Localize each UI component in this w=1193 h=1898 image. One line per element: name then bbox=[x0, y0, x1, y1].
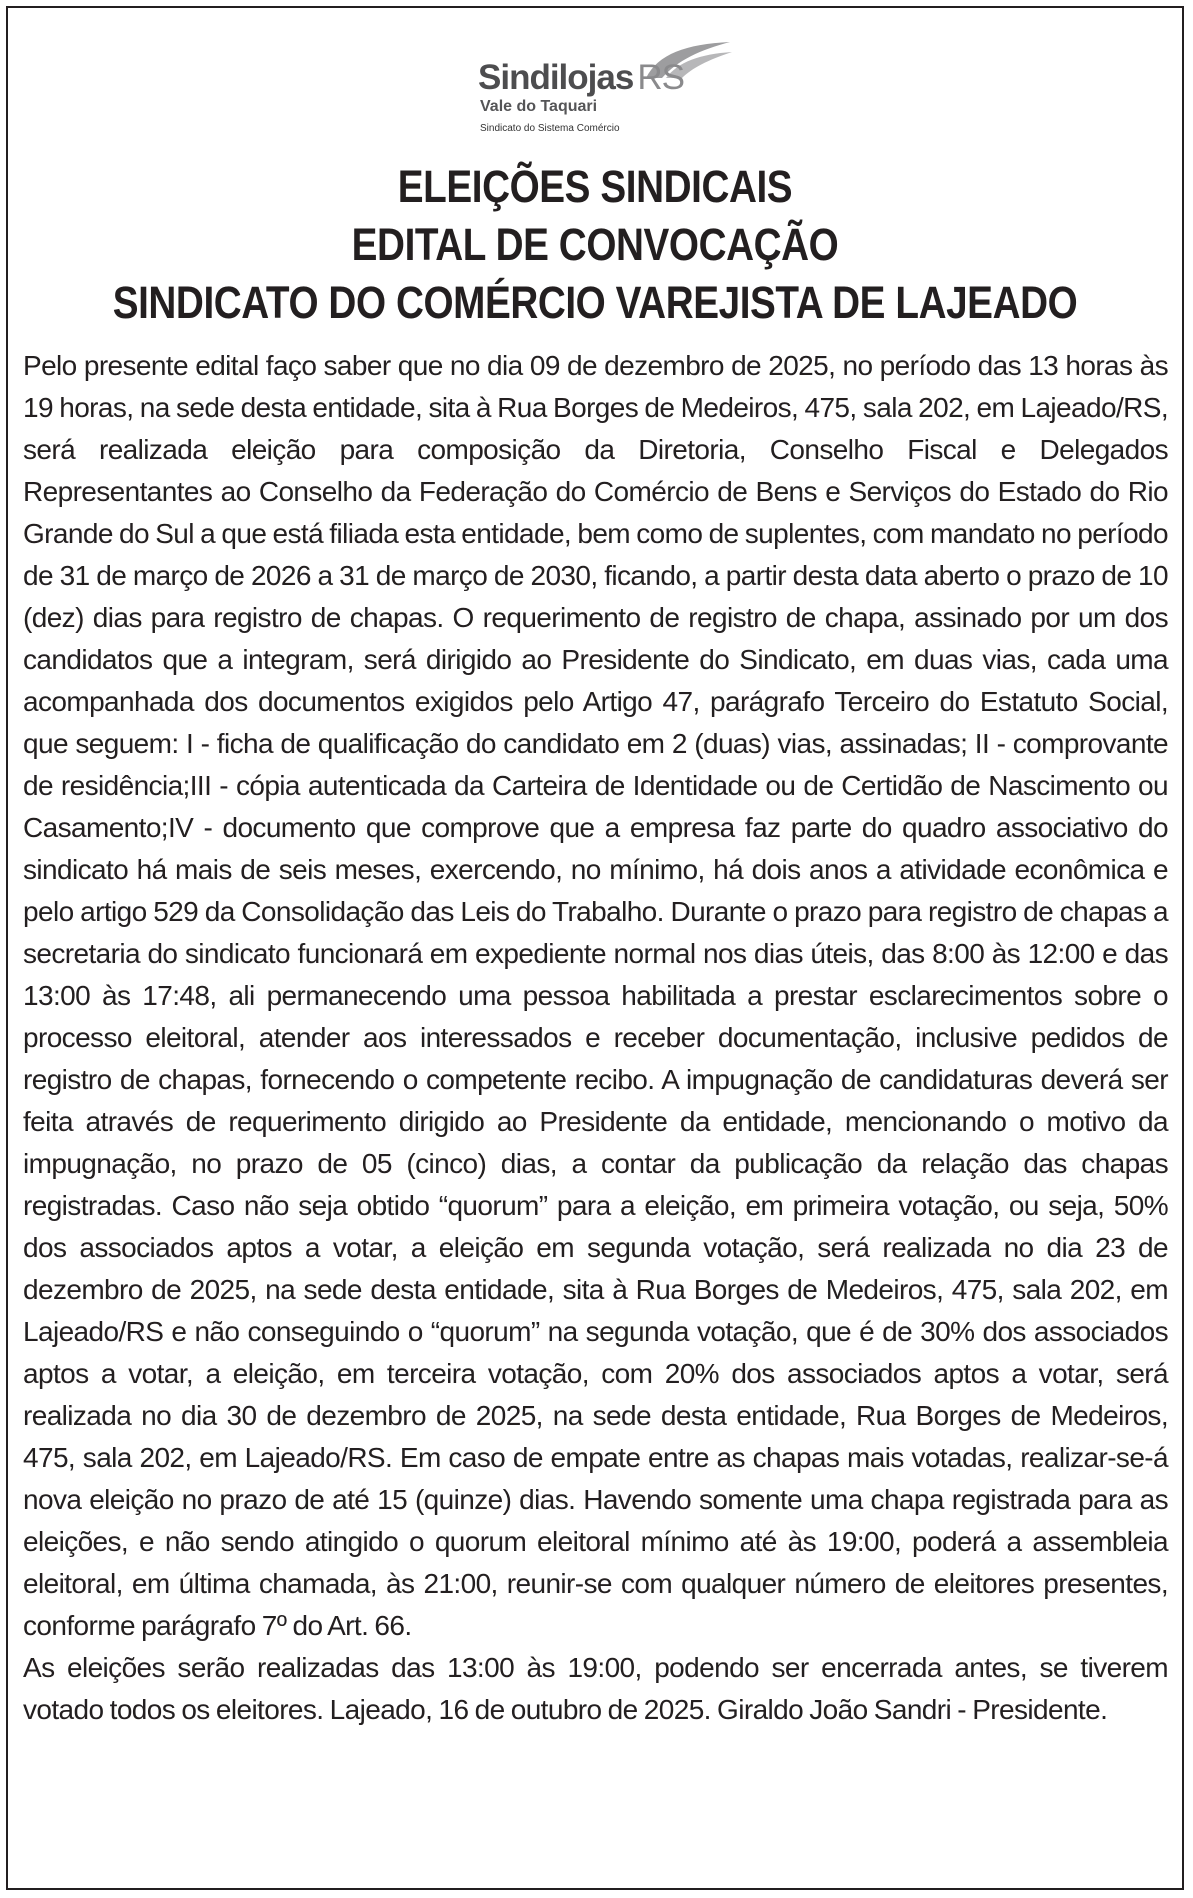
logo-wordmark: Sindilojas RS bbox=[478, 58, 684, 97]
title-convocation: EDITAL DE CONVOCAÇÃO bbox=[351, 219, 839, 270]
sindilojas-logo bbox=[470, 40, 750, 148]
title-union: SINDICATO DO COMÉRCIO VAREJISTA DE LAJEADO bbox=[112, 277, 1078, 328]
body-paragraph: Pelo presente edital faço saber que no dia 09 de dezembro de 2025, no período das 13 horas às 19 horas, na sede desta entidade, sita à Rua Borges de Medeiros, 475, sala 202, em Lajeado/RS, será realizada eleição para composição da Diretoria, Conselho Fiscal e Delegados Representantes ao Conselho da Federação do Comércio de Bens e Serviços do Estado do Rio Grande do Sul a que está filiada esta entidade, bem como de suplentes, com mandato no período de 31 de março de 2026 a 31 de março de 2030, ficando, a partir desta data aberto o prazo de 10 (dez) dias para registro de chapas. O requerimento de registro de chapa, assinado por um dos candidatos que a integram, será dirigido ao Presidente do Sindicato, em duas vias, cada uma acompanhada dos documentos exigidos pelo Artigo 47, parágrafo Terceiro do Estatuto Social, que seguem: I - ficha de qualificação do candidato em 2 (duas) vias, assinadas; II - comprovante de residência;III - cópia autenticada da Carteira de Identidade ou de Certidão de Nascimento ou Casamento;IV - documento que comprove que a empresa faz parte do quadro associativo do sindicato há mais de seis meses, exercendo, no mínimo, há dois anos a atividade econômica e pelo artigo 529 da Consolidação das Leis do Trabalho. Durante o prazo para registro de chapas a secretaria do sindicato funcionará em expediente normal nos dias úteis, das 8:00 às 12:00 e das 13:00 às 17:48, ali permanecendo uma pessoa habilitada a prestar esclarecimentos sobre o processo eleitoral, atender aos interessados e receber documentação, inclusive pedidos de registro de chapas, fornecendo o competente recibo. A impugnação de candidaturas deverá ser feita através de requerimento dirigido ao Presidente da entidade, mencionando o motivo da impugnação, no prazo de 05 (cinco) dias, a contar da publicação da relação das chapas registradas. Caso não seja obtido “quorum” para a eleição, em primeira votação, ou seja, 50% dos associados aptos a votar, a eleição em segunda votação, será realizada no dia 23 de dezembro de 2025, na sede desta entidade, sita à Rua Borges de Medeiros, 475, sala 202, em Lajeado/RS e não conseguindo o “quorum” na segunda votação, que é de 30% dos associados aptos a votar, a eleição, em terceira votação, com 20% dos associados aptos a votar, será realizada no dia 30 de dezembro de 2025, na sede desta entidade, Rua Borges de Medeiros, 475, sala 202, em Lajeado/RS. Em caso de empate entre as chapas mais votadas, realizar-se-á nova eleição no prazo de até 15 (quinze) dias. Havendo somente uma chapa registrada para as eleições, e não sendo atingido o quorum eleitoral mínimo até às 19:00, poderá a assembleia eleitoral, em última chamada, às 21:00, reunir-se com qualquer número de eleitores presentes, conforme parágrafo 7º do Art. 66. bbox=[23, 350, 1168, 1641]
notice-body bbox=[23, 345, 1168, 1731]
logo-tagline: Sindicato do Sistema Comércio bbox=[480, 123, 620, 134]
logo-region: Vale do Taquari bbox=[480, 98, 598, 115]
body-paragraph-closing: As eleições serão realizadas das 13:00 às 19:00, podendo ser encerrada antes, se tiverem votado todos os eleitores. Lajeado, 16 de outubro de 2025. Giraldo João Sandri - Presidente. bbox=[23, 1652, 1168, 1725]
title-elections: ELEIÇÕES SINDICAIS bbox=[397, 161, 793, 212]
notice-titles bbox=[20, 158, 1170, 332]
